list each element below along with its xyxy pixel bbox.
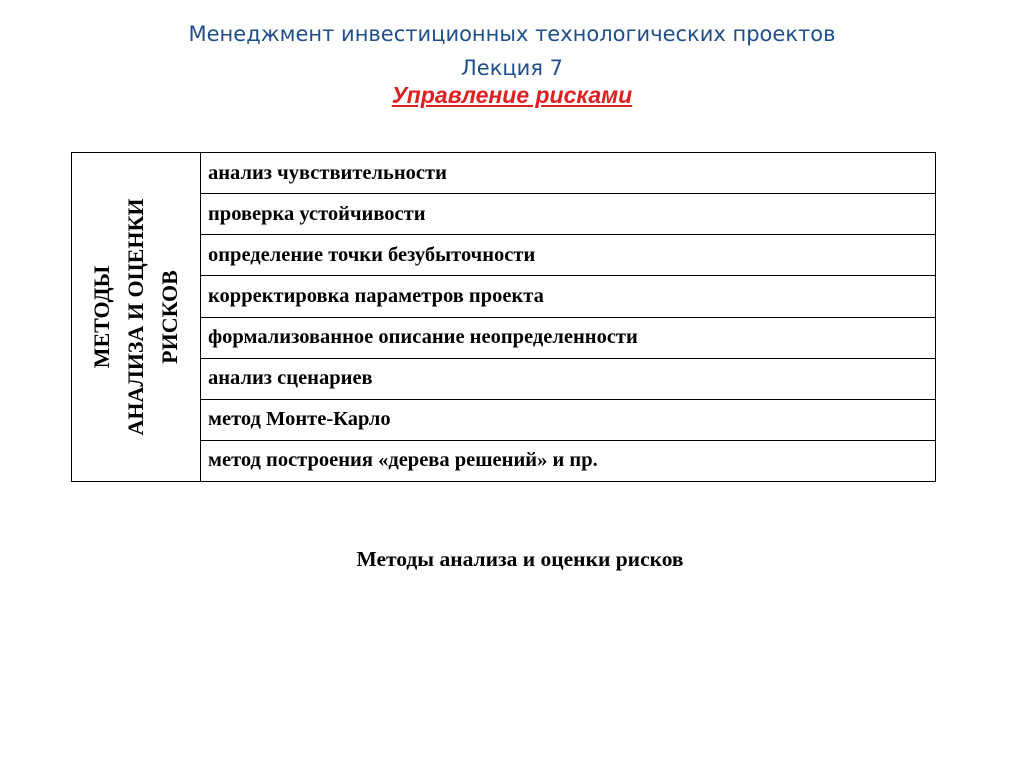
- table-row: [72, 153, 936, 194]
- table-row: [72, 194, 936, 235]
- method-cell: формализованное описание неопределенности: [201, 317, 936, 358]
- method-cell: метод Монте-Карло: [201, 399, 936, 440]
- method-cell: анализ чувствительности: [201, 153, 936, 194]
- lecture-number: Лекция 7: [460, 56, 563, 80]
- group-label: [85, 198, 187, 435]
- group-label-line: РИСКОВ: [157, 270, 182, 364]
- table-row: [72, 317, 936, 358]
- method-cell: определение точки безубыточности: [201, 235, 936, 276]
- method-cell: корректировка параметров проекта: [201, 276, 936, 317]
- method-cell: проверка устойчивости: [201, 194, 936, 235]
- method-cell: анализ сценариев: [201, 358, 936, 399]
- group-label-cell: [72, 153, 201, 482]
- table-row: [72, 358, 936, 399]
- group-label-line: МЕТОДЫ: [89, 265, 114, 369]
- table-caption: Методы анализа и оценки рисков: [356, 547, 684, 571]
- table-row: [72, 276, 936, 317]
- group-label-line: АНАЛИЗА И ОЦЕНКИ: [123, 198, 148, 436]
- risk-methods-table: [71, 152, 936, 482]
- table-row: [72, 399, 936, 440]
- table-row: [72, 235, 936, 276]
- section-title: Управление рисками: [391, 82, 633, 108]
- course-title: Менеджмент инвестиционных технологических проектов: [188, 22, 836, 46]
- method-cell: метод построения «дерева решений» и пр.: [201, 440, 936, 481]
- table-row: [72, 440, 936, 481]
